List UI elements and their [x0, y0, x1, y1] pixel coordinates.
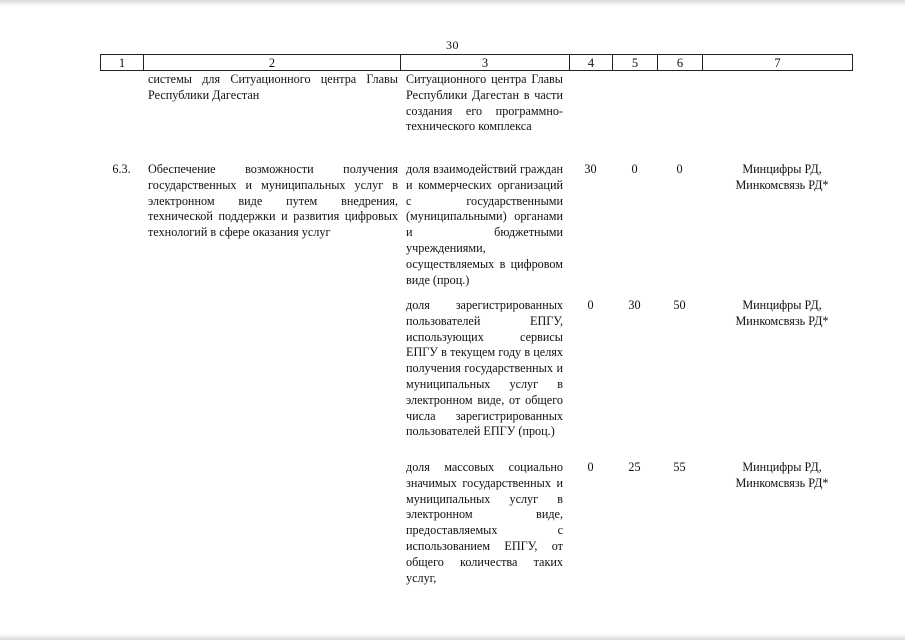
indicator-value-col4: 0 — [587, 460, 594, 474]
column-header-7: 7 — [703, 55, 853, 71]
indicator-text: доля взаимодействий граждан и коммерческих организаций с государственными (муниципальными) органами и бюджетными учреждениями, осуществляемых в цифровом виде (проц.) — [406, 162, 563, 287]
responsible-executor: Минцифры РД, Минкомсвязь РД* — [735, 298, 829, 328]
indicator-text: доля зарегистрированных пользователей ЕПГУ, использующих сервисы ЕПГУ в текущем году в целях получения государственных и муниципальных услуг в электронном виде, от общего числа зарегистрированных пользователей ЕПГУ (проц.) — [406, 298, 563, 439]
activity-number: 6.3. — [112, 162, 131, 176]
column-header-5: 5 — [613, 55, 658, 71]
indicator-value-col6: 50 — [673, 298, 686, 312]
responsible-executor: Минцифры РД, Минкомсвязь РД* — [735, 460, 829, 490]
column-header-6: 6 — [658, 55, 703, 71]
indicator-value-col5: 0 — [631, 162, 638, 176]
responsible-executor: Минцифры РД, Минкомсвязь РД* — [735, 162, 829, 192]
page-number: 30 — [446, 38, 459, 52]
scan-top-edge — [0, 0, 905, 6]
column-header-3: 3 — [401, 55, 570, 71]
indicator-text: Ситуационного центра Главы Республики Дагестан в части создания его программно-технического комплекса — [406, 72, 563, 134]
column-header-4: 4 — [570, 55, 613, 71]
indicator-value-col5: 25 — [628, 460, 641, 474]
indicator-text: доля массовых социально значимых государственных и муниципальных услуг в электронном виде, предоставляемых с использованием ЕПГУ, от общего количества таких услуг, — [406, 460, 563, 585]
column-header-2: 2 — [144, 55, 401, 71]
activity-title: системы для Ситуационного центра Главы Республики Дагестан — [148, 72, 398, 102]
indicator-value-col6: 0 — [676, 162, 683, 176]
indicator-value-col4: 30 — [584, 162, 597, 176]
column-header-1: 1 — [101, 55, 144, 71]
activity-title: Обеспечение возможности получения государственных и муниципальных услуг в электронном виде путем внедрения, технической поддержки и развития цифровых технологий в сфере оказания услуг — [148, 162, 398, 240]
indicator-value-col5: 30 — [628, 298, 641, 312]
column-header-table — [100, 54, 853, 71]
column-header-row — [101, 55, 853, 71]
indicator-value-col6: 55 — [673, 460, 686, 474]
indicator-value-col4: 0 — [587, 298, 594, 312]
scan-bottom-edge — [0, 634, 905, 640]
